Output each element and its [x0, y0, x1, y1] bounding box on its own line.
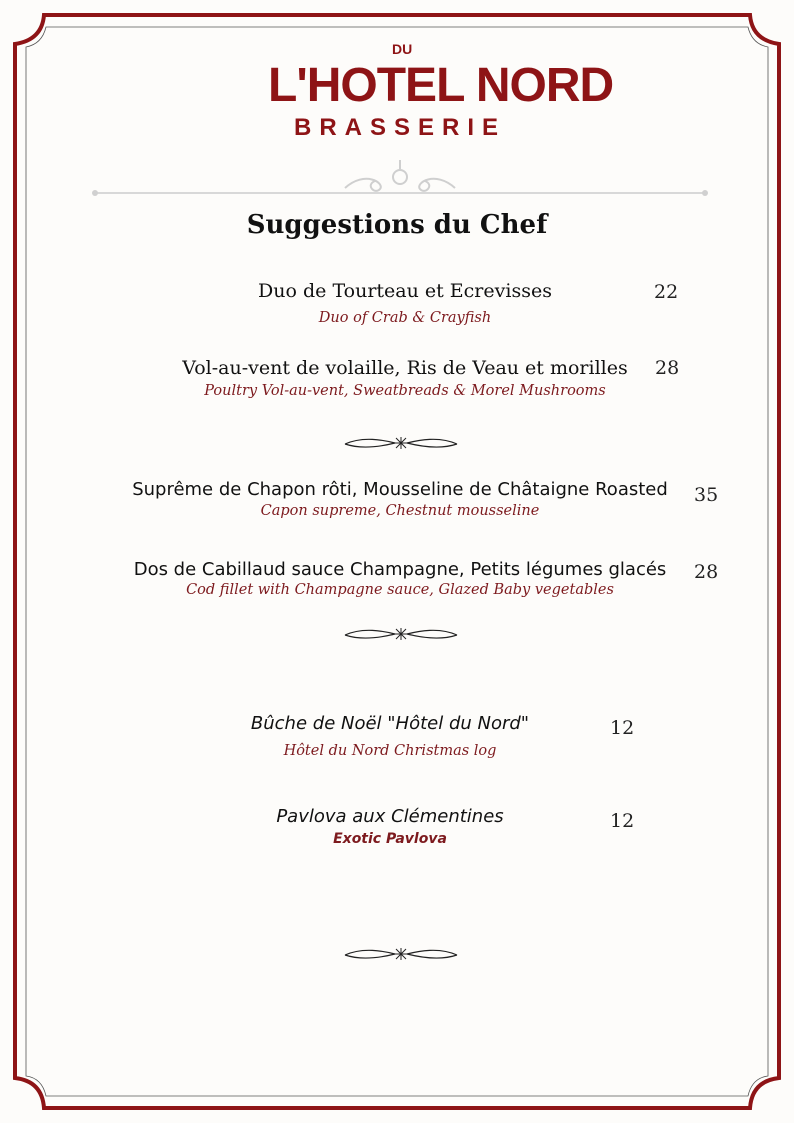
menu-item-desc: Capon supreme, Chestnut mousseline: [260, 503, 540, 519]
menu-item-price: 12: [610, 717, 635, 739]
header-flourish-divider: [85, 155, 715, 205]
menu-item-price: 12: [610, 810, 635, 832]
menu-item-name: Vol-au-vent de volaille, Ris de Veau et morilles: [182, 357, 628, 379]
menu-item-price: 35: [694, 484, 719, 506]
ornament-divider: [343, 434, 459, 452]
menu-item-name: Duo de Tourteau et Ecrevisses: [258, 280, 552, 302]
menu-item-name: Dos de Cabillaud sauce Champagne, Petits légumes glacés: [133, 559, 667, 580]
logo-du: DU: [392, 41, 413, 57]
logo-main-text: L'HOTEL NORD: [268, 59, 614, 112]
page-title: Suggestions du Chef: [246, 210, 548, 240]
menu-item-name: Bûche de Noël "Hôtel du Nord": [250, 713, 530, 734]
menu-item-price: 22: [654, 281, 679, 303]
ornament-divider: [343, 625, 459, 643]
menu-item-desc: Duo of Crab & Crayfish: [318, 310, 492, 326]
menu-item-desc: Cod fillet with Champagne sauce, Glazed Baby vegetables: [186, 582, 614, 598]
menu-item-price: 28: [655, 357, 680, 379]
menu-item-desc: Poultry Vol-au-vent, Sweatbreads & Morel Mushrooms: [204, 383, 606, 399]
menu-item-name: Pavlova aux Clémentines: [276, 806, 504, 827]
ornament-divider: [343, 945, 459, 963]
menu-item-price: 28: [694, 561, 719, 583]
menu-item-desc: Exotic Pavlova: [333, 831, 447, 847]
menu-item-name: Suprême de Chapon rôti, Mousseline de Châtaigne Roasted: [132, 479, 668, 500]
menu-item-desc: Hôtel du Nord Christmas log: [283, 743, 497, 759]
logo-brasserie: BRASSERIE: [293, 114, 507, 141]
